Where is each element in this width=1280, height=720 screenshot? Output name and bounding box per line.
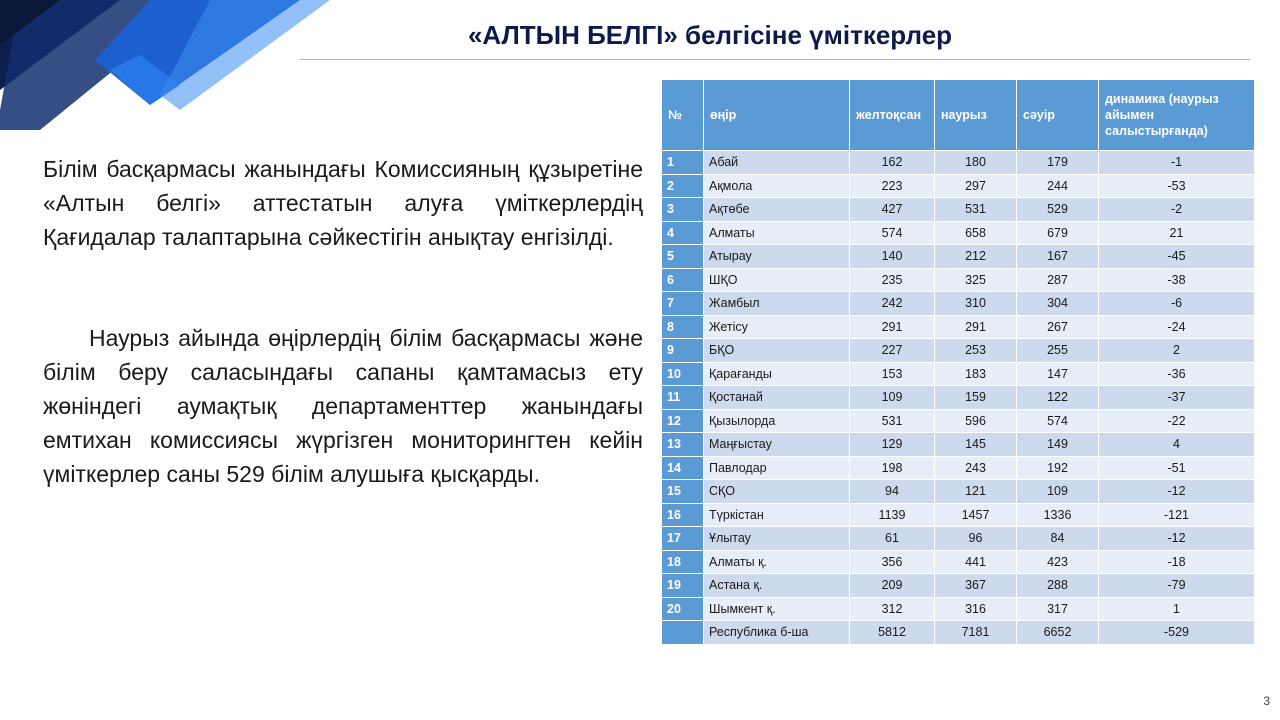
cell-december: 312 bbox=[850, 597, 935, 621]
cell-march: 1457 bbox=[935, 503, 1017, 527]
cell-number: 6 bbox=[662, 268, 704, 292]
cell-december: 94 bbox=[850, 480, 935, 504]
cell-april: 192 bbox=[1017, 456, 1099, 480]
slide-title: «АЛТЫН БЕЛГІ» белгісіне үміткерлер bbox=[467, 20, 953, 50]
cell-april: 574 bbox=[1017, 409, 1099, 433]
header-december: желтоқсан bbox=[850, 80, 935, 151]
cell-number: 9 bbox=[662, 339, 704, 363]
cell-region: Қарағанды bbox=[704, 362, 850, 386]
table-row bbox=[662, 503, 1255, 527]
cell-number: 4 bbox=[662, 221, 704, 245]
cell-region: Ақтөбе bbox=[704, 198, 850, 222]
table-row bbox=[662, 221, 1255, 245]
cell-december: 5812 bbox=[850, 621, 935, 645]
paragraph-2: Наурыз айында өңірлердің білім басқармасы және білім беру саласындағы сапаны қамтамасыз ету жөніндегі аумақтық департаменттер жанындағы емтихан комиссиясы жүргізген мониторингтен кейін үміткерлер саны 529 білім алушыға қысқарды. bbox=[43, 325, 643, 487]
cell-april: 287 bbox=[1017, 268, 1099, 292]
cell-dynamics: 2 bbox=[1099, 339, 1255, 363]
cell-march: 159 bbox=[935, 386, 1017, 410]
table-row bbox=[662, 480, 1255, 504]
cell-region: Павлодар bbox=[704, 456, 850, 480]
cell-dynamics: -51 bbox=[1099, 456, 1255, 480]
cell-region: Атырау bbox=[704, 245, 850, 269]
cell-dynamics: -12 bbox=[1099, 480, 1255, 504]
cell-april: 317 bbox=[1017, 597, 1099, 621]
table-row bbox=[662, 597, 1255, 621]
cell-number: 3 bbox=[662, 198, 704, 222]
cell-march: 121 bbox=[935, 480, 1017, 504]
table-row bbox=[662, 550, 1255, 574]
cell-march: 212 bbox=[935, 245, 1017, 269]
header-dynamics: динамика (наурыз айымен салыстырғанда) bbox=[1099, 80, 1255, 151]
table-row bbox=[662, 362, 1255, 386]
cell-dynamics: 4 bbox=[1099, 433, 1255, 457]
table-row bbox=[662, 315, 1255, 339]
cell-march: 180 bbox=[935, 151, 1017, 175]
cell-dynamics: -24 bbox=[1099, 315, 1255, 339]
cell-number: 18 bbox=[662, 550, 704, 574]
table-row bbox=[662, 456, 1255, 480]
cell-region: Түркістан bbox=[704, 503, 850, 527]
table-body bbox=[662, 151, 1255, 645]
cell-region: БҚО bbox=[704, 339, 850, 363]
cell-dynamics: 21 bbox=[1099, 221, 1255, 245]
table-row bbox=[662, 574, 1255, 598]
cell-december: 209 bbox=[850, 574, 935, 598]
header-region: өңір bbox=[704, 80, 850, 151]
cell-april: 109 bbox=[1017, 480, 1099, 504]
cell-march: 596 bbox=[935, 409, 1017, 433]
table-row bbox=[662, 621, 1255, 645]
cell-region: Алматы қ. bbox=[704, 550, 850, 574]
cell-number: 17 bbox=[662, 527, 704, 551]
cell-region: Абай bbox=[704, 151, 850, 175]
cell-region: Алматы bbox=[704, 221, 850, 245]
cell-number: 19 bbox=[662, 574, 704, 598]
table-row bbox=[662, 386, 1255, 410]
cell-dynamics: -45 bbox=[1099, 245, 1255, 269]
cell-december: 223 bbox=[850, 174, 935, 198]
cell-number: 1 bbox=[662, 151, 704, 175]
cell-march: 297 bbox=[935, 174, 1017, 198]
cell-number bbox=[662, 621, 704, 645]
cell-region: Шымкент қ. bbox=[704, 597, 850, 621]
cell-march: 531 bbox=[935, 198, 1017, 222]
table-row bbox=[662, 527, 1255, 551]
header-number: № bbox=[662, 80, 704, 151]
cell-dynamics: -53 bbox=[1099, 174, 1255, 198]
header-march: наурыз bbox=[935, 80, 1017, 151]
cell-april: 6652 bbox=[1017, 621, 1099, 645]
cell-dynamics: -36 bbox=[1099, 362, 1255, 386]
cell-dynamics: -18 bbox=[1099, 550, 1255, 574]
cell-december: 291 bbox=[850, 315, 935, 339]
cell-region: Жамбыл bbox=[704, 292, 850, 316]
cell-march: 7181 bbox=[935, 621, 1017, 645]
cell-region: Ақмола bbox=[704, 174, 850, 198]
cell-december: 574 bbox=[850, 221, 935, 245]
table-header-row bbox=[662, 80, 1255, 151]
cell-region: Қызылорда bbox=[704, 409, 850, 433]
cell-march: 316 bbox=[935, 597, 1017, 621]
cell-region: Астана қ. bbox=[704, 574, 850, 598]
cell-region: Республика б-ша bbox=[704, 621, 850, 645]
title-underline bbox=[300, 59, 1250, 60]
cell-dynamics: -37 bbox=[1099, 386, 1255, 410]
table-row bbox=[662, 268, 1255, 292]
cell-december: 198 bbox=[850, 456, 935, 480]
cell-region: Қостанай bbox=[704, 386, 850, 410]
cell-number: 16 bbox=[662, 503, 704, 527]
cell-april: 122 bbox=[1017, 386, 1099, 410]
cell-number: 15 bbox=[662, 480, 704, 504]
cell-march: 183 bbox=[935, 362, 1017, 386]
table-row bbox=[662, 174, 1255, 198]
cell-december: 61 bbox=[850, 527, 935, 551]
cell-april: 255 bbox=[1017, 339, 1099, 363]
page-number: 3 bbox=[1263, 694, 1270, 708]
cell-dynamics: -2 bbox=[1099, 198, 1255, 222]
cell-number: 13 bbox=[662, 433, 704, 457]
cell-march: 325 bbox=[935, 268, 1017, 292]
cell-number: 7 bbox=[662, 292, 704, 316]
cell-april: 529 bbox=[1017, 198, 1099, 222]
cell-march: 291 bbox=[935, 315, 1017, 339]
cell-december: 1139 bbox=[850, 503, 935, 527]
cell-december: 162 bbox=[850, 151, 935, 175]
cell-april: 84 bbox=[1017, 527, 1099, 551]
cell-march: 145 bbox=[935, 433, 1017, 457]
cell-december: 356 bbox=[850, 550, 935, 574]
cell-december: 531 bbox=[850, 409, 935, 433]
cell-number: 2 bbox=[662, 174, 704, 198]
cell-december: 153 bbox=[850, 362, 935, 386]
cell-march: 96 bbox=[935, 527, 1017, 551]
cell-dynamics: -121 bbox=[1099, 503, 1255, 527]
cell-region: ШҚО bbox=[704, 268, 850, 292]
cell-region: Маңғыстау bbox=[704, 433, 850, 457]
cell-march: 243 bbox=[935, 456, 1017, 480]
cell-april: 304 bbox=[1017, 292, 1099, 316]
table-row bbox=[662, 151, 1255, 175]
cell-number: 11 bbox=[662, 386, 704, 410]
cell-dynamics: -38 bbox=[1099, 268, 1255, 292]
cell-december: 235 bbox=[850, 268, 935, 292]
cell-april: 679 bbox=[1017, 221, 1099, 245]
cell-march: 367 bbox=[935, 574, 1017, 598]
cell-april: 1336 bbox=[1017, 503, 1099, 527]
table-row bbox=[662, 292, 1255, 316]
cell-dynamics: 1 bbox=[1099, 597, 1255, 621]
cell-dynamics: -1 bbox=[1099, 151, 1255, 175]
cell-april: 423 bbox=[1017, 550, 1099, 574]
cell-march: 441 bbox=[935, 550, 1017, 574]
header-april: сәуір bbox=[1017, 80, 1099, 151]
cell-december: 109 bbox=[850, 386, 935, 410]
cell-december: 227 bbox=[850, 339, 935, 363]
cell-dynamics: -12 bbox=[1099, 527, 1255, 551]
cell-number: 8 bbox=[662, 315, 704, 339]
cell-april: 149 bbox=[1017, 433, 1099, 457]
cell-march: 658 bbox=[935, 221, 1017, 245]
table-row bbox=[662, 409, 1255, 433]
cell-dynamics: -6 bbox=[1099, 292, 1255, 316]
cell-april: 267 bbox=[1017, 315, 1099, 339]
cell-april: 179 bbox=[1017, 151, 1099, 175]
cell-april: 288 bbox=[1017, 574, 1099, 598]
cell-region: Ұлытау bbox=[704, 527, 850, 551]
table-row bbox=[662, 198, 1255, 222]
cell-april: 244 bbox=[1017, 174, 1099, 198]
table-row bbox=[662, 245, 1255, 269]
cell-number: 5 bbox=[662, 245, 704, 269]
cell-number: 12 bbox=[662, 409, 704, 433]
cell-region: СҚО bbox=[704, 480, 850, 504]
table-row bbox=[662, 339, 1255, 363]
cell-number: 14 bbox=[662, 456, 704, 480]
cell-december: 242 bbox=[850, 292, 935, 316]
cell-region: Жетісу bbox=[704, 315, 850, 339]
cell-dynamics: -529 bbox=[1099, 621, 1255, 645]
cell-december: 140 bbox=[850, 245, 935, 269]
cell-december: 427 bbox=[850, 198, 935, 222]
cell-april: 167 bbox=[1017, 245, 1099, 269]
cell-april: 147 bbox=[1017, 362, 1099, 386]
paragraph-1: Білім басқармасы жанындағы Комиссияның құзыретіне «Алтын белгі» аттестатын алуға үміткерлердің Қағидалар талаптарына сәйкестігін анықтау енгізілді. bbox=[43, 156, 643, 250]
cell-number: 10 bbox=[662, 362, 704, 386]
cell-march: 253 bbox=[935, 339, 1017, 363]
table-row bbox=[662, 433, 1255, 457]
cell-march: 310 bbox=[935, 292, 1017, 316]
cell-dynamics: -22 bbox=[1099, 409, 1255, 433]
decorative-corner-graphic bbox=[0, 0, 330, 130]
cell-december: 129 bbox=[850, 433, 935, 457]
candidates-table bbox=[661, 79, 1255, 645]
cell-dynamics: -79 bbox=[1099, 574, 1255, 598]
cell-number: 20 bbox=[662, 597, 704, 621]
